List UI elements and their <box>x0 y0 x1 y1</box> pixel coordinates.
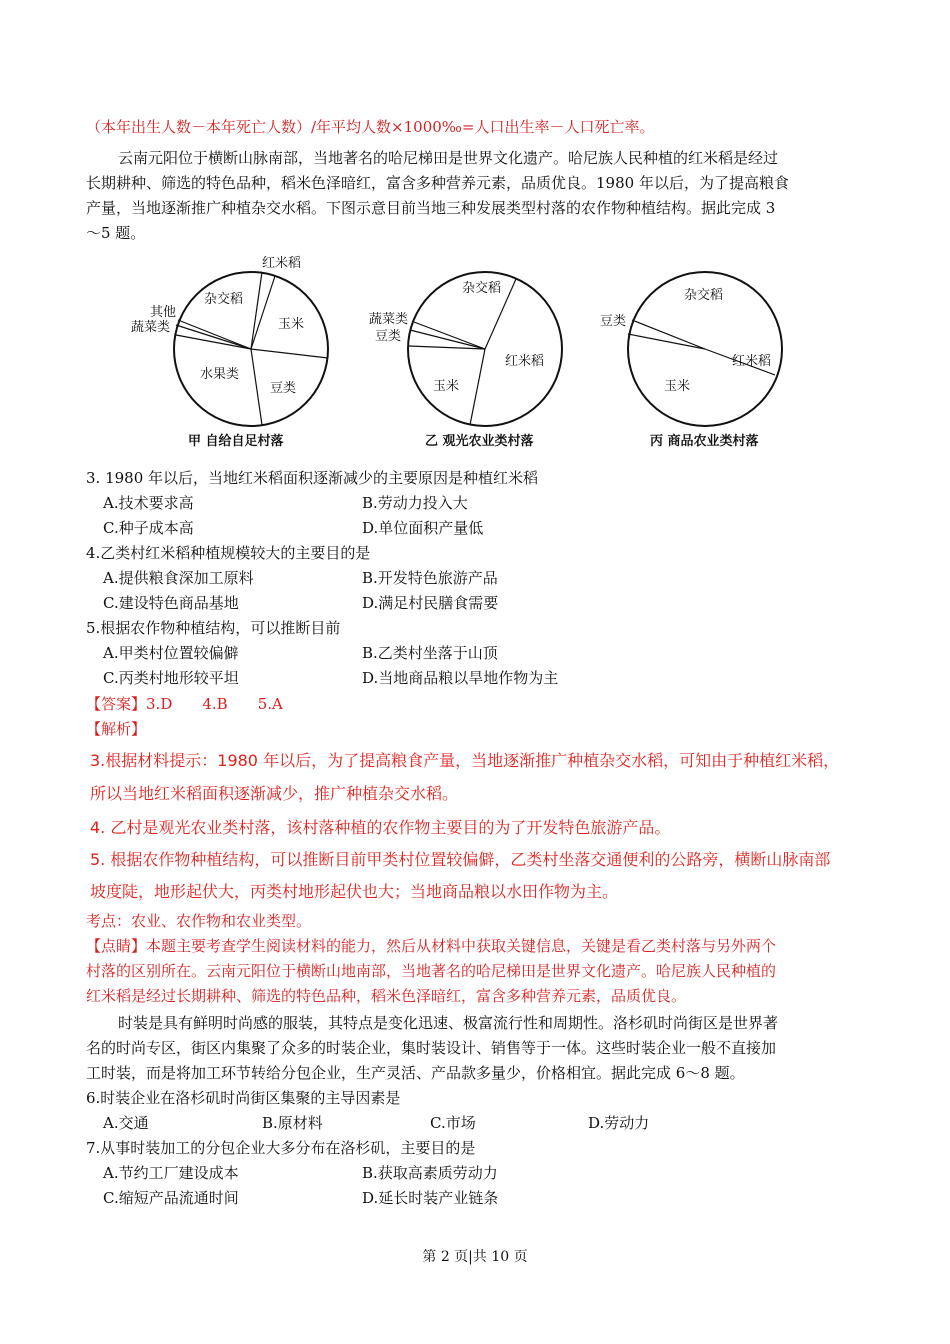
formula-line: （本年出生人数－本年死亡人数）/年平均人数×1000‰=人口出生率－人口死亡率。 <box>86 118 655 136</box>
analysis-line-3: 4. 乙村是观光农业类村落，该村落种植的农作物主要目的为了开发特色旅游产品。 <box>90 818 671 837</box>
pie-yi-caption: 乙 观光农业类村落 <box>425 434 534 449</box>
intro-line-1: 云南元阳位于横断山脉南部，当地著名的哈尼梯田是世界文化遗产。哈尼族人民种植的红米稻是经过 <box>118 149 779 167</box>
kaodian-line: 考点：农业、农作物和农业类型。 <box>86 912 312 930</box>
analysis-line-1: 3.根据材料提示：1980 年以后，为了提高粮食产量，当地逐渐推广种植杂交水稻，可知由于种植红米稻， <box>90 751 840 770</box>
answer-text: 3.D 4.B 5.A <box>146 695 283 713</box>
pie-bing-label-hongmi: 红米稻 <box>732 354 772 369</box>
pie-jia-label-yumi: 玉米 <box>278 317 305 332</box>
page-footer: 第 2 页|共 10 页 <box>422 1249 528 1265</box>
q5-stem: 5.根据农作物种植结构，可以推断目前 <box>86 619 341 637</box>
pie-jia <box>131 255 328 426</box>
pie-yi-label-hongmi: 红米稻 <box>505 354 545 369</box>
q6-stem: 6.时装企业在洛杉矶时尚街区集聚的主导因素是 <box>86 1089 401 1107</box>
intro2-line-3: 工时装，而是将加工环节转给分包企业，生产灵活、产品款多量少，价格相宜。据此完成 6～8 题。 <box>86 1064 745 1082</box>
pie-jia-label-doulei: 豆类 <box>270 381 297 396</box>
pie-bing-label-doulei: 豆类 <box>600 314 627 329</box>
q4-option-a: A.提供粮食深加工原料 <box>103 569 254 587</box>
dianjing-line-2: 村落的区别所在。云南元阳位于横断山地南部，当地著名的哈尼梯田是世界文化遗产。哈尼族人民种植的 <box>86 962 777 980</box>
dianjing-line-1: 【点睛】本题主要考查学生阅读材料的能力，然后从材料中获取关键信息，关键是看乙类村落与另外两个 <box>86 937 777 955</box>
pie-yi-label-zajiao: 杂交稻 <box>462 281 502 296</box>
intro-line-4: ～5 题。 <box>86 224 146 242</box>
pie-jia-label-hongmi: 红米稻 <box>262 256 302 271</box>
pie-yi <box>369 272 562 426</box>
q6-option-a: A.交通 <box>103 1114 149 1132</box>
analysis-line-2: 所以当地红米稻面积逐渐减少，推广种植杂交水稻。 <box>90 784 459 803</box>
q5-option-c: C.丙类村地形较平坦 <box>103 669 239 687</box>
q7-option-a: A.节约工厂建设成本 <box>103 1164 239 1182</box>
q3-option-c: C.种子成本高 <box>103 519 194 537</box>
q7-option-b: B.获取高素质劳动力 <box>362 1164 498 1182</box>
intro-line-2: 长期耕种、筛选的特色品种，稻米色泽暗红，富含多种营养元素，品质优良。1980 年以后，为了提高粮食 <box>86 174 789 192</box>
intro2-line-2: 名的时尚专区，街区内集聚了众多的时装企业，集时装设计、销售等于一体。这些时装企业一般不直接加 <box>86 1039 777 1057</box>
intro-line-3: 产量，当地逐渐推广种植杂交水稻。下图示意目前当地三种发展类型村落的农作物种植结构。据此完成 3 <box>86 199 776 217</box>
crop-structure-figure <box>0 245 950 430</box>
pie-jia-label-qita: 其他 <box>150 305 177 320</box>
pie-yi-label-doulei: 豆类 <box>375 329 402 344</box>
q4-option-d: D.满足村民膳食需要 <box>362 594 499 612</box>
pie-jia-label-shuiguo: 水果类 <box>200 367 240 382</box>
q4-option-b: B.开发特色旅游产品 <box>362 569 498 587</box>
pie-jia-label-shucai: 蔬菜类 <box>131 320 171 335</box>
pie-yi-label-shucai: 蔬菜类 <box>369 312 409 327</box>
pie-bing-label-yumi: 玉米 <box>664 379 691 394</box>
q6-option-d: D.劳动力 <box>588 1114 650 1132</box>
q7-option-c: C.缩短产品流通时间 <box>103 1189 239 1207</box>
q7-option-d: D.延长时装产业链条 <box>362 1189 499 1207</box>
q5-option-a: A.甲类村位置较偏僻 <box>103 644 239 662</box>
intro2-line-1: 时装是具有鲜明时尚感的服装，其特点是变化迅速、极富流行性和周期性。洛杉矶时尚街区是世界著 <box>118 1014 779 1032</box>
q3-option-d: D.单位面积产量低 <box>362 519 484 537</box>
q3-option-b: B.劳动力投入大 <box>362 494 468 512</box>
q4-stem: 4.乙类村红米稻种植规模较大的主要目的是 <box>86 544 371 562</box>
q5-option-d: D.当地商品粮以旱地作物为主 <box>362 669 559 687</box>
analysis-label: 【解析】 <box>86 720 147 738</box>
dianjing-line-3: 红米稻是经过长期耕种、筛选的特色品种，稻米色泽暗红，富含多种营养元素，品质优良。 <box>86 987 687 1005</box>
answer-label: 【答案】 <box>86 695 147 713</box>
pie-bing-label-zajiao: 杂交稻 <box>684 288 724 303</box>
q6-option-c: C.市场 <box>430 1114 476 1132</box>
pie-yi-label-yumi: 玉米 <box>433 379 460 394</box>
pie-jia-label-zajiao: 杂交稻 <box>204 292 244 307</box>
q7-stem: 7.从事时装加工的分包企业大多分布在洛杉矶，主要目的是 <box>86 1139 476 1157</box>
q5-option-b: B.乙类村坐落于山顶 <box>362 644 498 662</box>
analysis-line-4: 5. 根据农作物种植结构，可以推断目前甲类村位置较偏僻，乙类村坐落交通便利的公路旁，横断山脉南部 <box>90 850 831 869</box>
answer-line <box>86 694 283 714</box>
q6-option-b: B.原材料 <box>262 1114 323 1132</box>
pie-jia-caption: 甲 自给自足村落 <box>188 434 284 449</box>
q3-stem: 3. 1980 年以后，当地红米稻面积逐渐减少的主要原因是种植红米稻 <box>86 469 539 487</box>
pie-bing <box>600 272 782 426</box>
q4-option-c: C.建设特色商品基地 <box>103 594 239 612</box>
pie-bing-caption: 丙 商品农业类村落 <box>650 434 759 449</box>
analysis-line-5: 坡度陡，地形起伏大，丙类村地形起伏也大；当地商品粮以水田作物为主。 <box>90 882 619 901</box>
q3-option-a: A.技术要求高 <box>103 494 194 512</box>
